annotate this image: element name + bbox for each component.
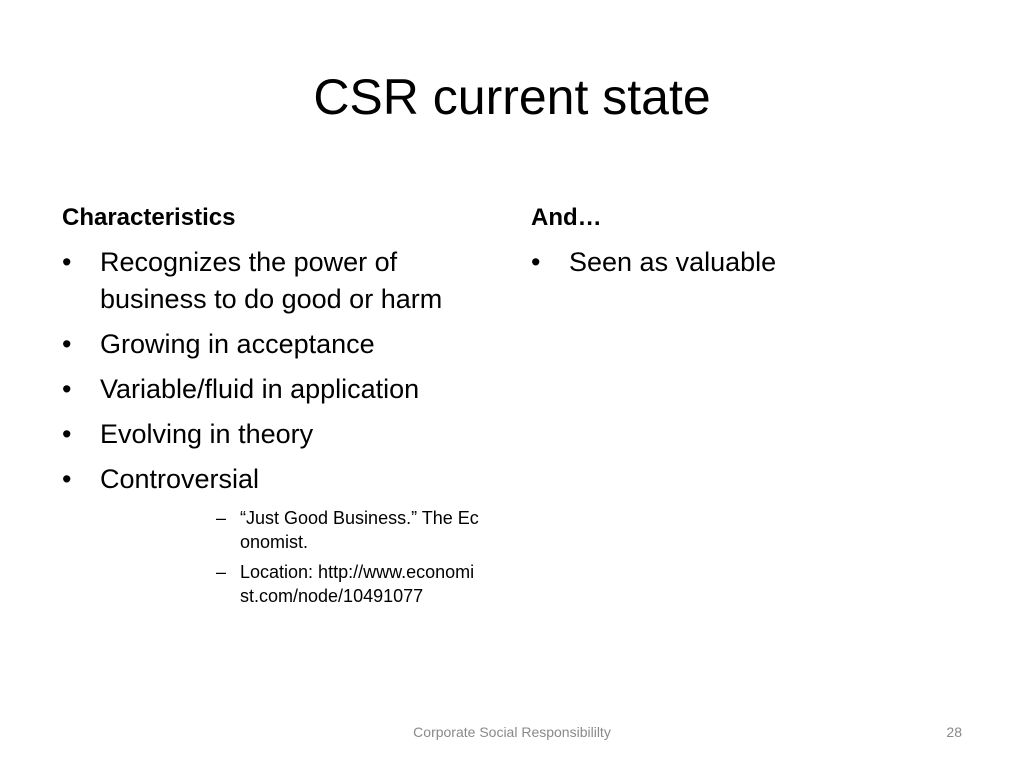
list-item-text: Variable/fluid in application bbox=[100, 374, 420, 404]
list-item-text: Growing in acceptance bbox=[100, 329, 375, 359]
sub-list-item bbox=[216, 560, 481, 608]
list-item bbox=[62, 371, 492, 408]
bullet-marker: • bbox=[62, 374, 72, 404]
bullet-marker: • bbox=[62, 329, 72, 359]
list-item bbox=[62, 244, 492, 318]
left-column bbox=[62, 198, 492, 614]
bullet-marker: • bbox=[62, 247, 72, 277]
sub-bullet-marker: – bbox=[216, 508, 227, 528]
list-item-text: Recognizes the power of business to do good or harm bbox=[100, 247, 443, 314]
list-item-text: Controversial bbox=[100, 464, 260, 494]
list-item bbox=[62, 416, 492, 453]
right-bullet-list bbox=[531, 244, 961, 281]
sub-bullet-list bbox=[216, 506, 481, 608]
right-column bbox=[531, 198, 961, 289]
list-item-text: Evolving in theory bbox=[100, 419, 314, 449]
list-item bbox=[62, 461, 492, 498]
sub-list-item bbox=[216, 506, 481, 554]
sub-list-item-text: Location: http://www.economist.com/node/10491077 bbox=[240, 562, 475, 606]
slide-title: CSR current state bbox=[313, 69, 711, 125]
list-item bbox=[531, 244, 961, 281]
bullet-marker: • bbox=[62, 464, 72, 494]
left-bullet-list bbox=[62, 244, 492, 498]
list-item-text: Seen as valuable bbox=[569, 247, 777, 277]
list-item bbox=[62, 326, 492, 363]
footer-text: Corporate Social Responsibililty bbox=[413, 724, 611, 740]
sub-list-item-text: “Just Good Business.” The Economist. bbox=[240, 508, 479, 552]
bullet-marker: • bbox=[62, 419, 72, 449]
sub-bullet-marker: – bbox=[216, 562, 227, 582]
right-column-heading: And… bbox=[531, 204, 602, 231]
slide-number: 28 bbox=[946, 724, 962, 740]
left-column-heading: Characteristics bbox=[62, 204, 236, 231]
bullet-marker: • bbox=[531, 247, 541, 277]
